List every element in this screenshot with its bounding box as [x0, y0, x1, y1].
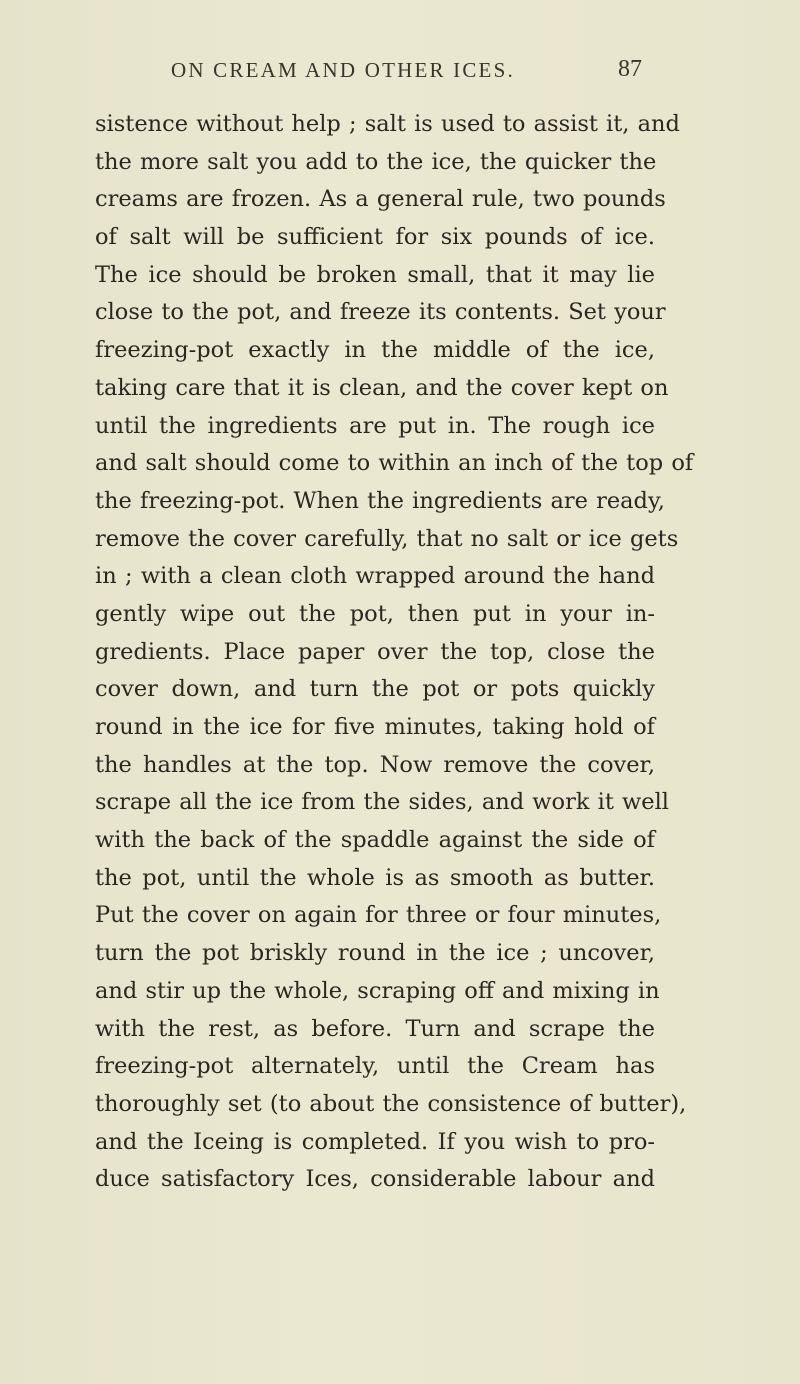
text-line: creams are frozen. As a general rule, two pounds	[95, 186, 666, 213]
running-header	[0, 58, 800, 92]
text-line: turn the pot briskly round in the ice ; uncover,	[95, 940, 655, 967]
text-line: gently wipe out the pot, then put in your in-	[95, 600, 655, 627]
text-line: and the Iceing is completed. If you wish to pro-	[95, 1128, 655, 1155]
text-line: the more salt you add to the ice, the quicker the	[95, 148, 657, 175]
text-line: cover down, and turn the pot or pots quickly	[95, 676, 655, 703]
text-line: with the rest, as before. Turn and scrape the	[95, 1015, 655, 1042]
text-line: until the ingredients are put in. The rough ice	[95, 412, 655, 439]
text-line: duce satisfactory Ices, considerable labour and	[95, 1166, 655, 1193]
text-line: taking care that it is clean, and the cover kept on	[95, 374, 669, 401]
text-line: freezing-pot exactly in the middle of the ice,	[95, 337, 655, 364]
text-line: scrape all the ice from the sides, and work it well	[95, 789, 670, 816]
text-line: sistence without help ; salt is used to assist it, and	[95, 111, 680, 137]
text-line: close to the pot, and freeze its contents. Set your	[95, 299, 666, 326]
text-line: The ice should be broken small, that it may lie	[95, 261, 655, 288]
text-line: Put the cover on again for three or four minutes,	[95, 902, 662, 929]
text-line: with the back of the spaddle against the side of	[95, 827, 655, 854]
text-line: gredients. Place paper over the top, close the	[95, 638, 655, 665]
text-line: round in the ice for five minutes, taking hold of	[95, 714, 655, 740]
text-line: remove the cover carefully, that no salt or ice gets	[95, 525, 679, 552]
text-line: of salt will be sufficient for six pounds of ice.	[95, 224, 655, 251]
text-line: and salt should come to within an inch of the top of	[95, 450, 694, 477]
text-line: and stir up the whole, scraping off and mixing in	[95, 977, 660, 1004]
text-line: freezing-pot alternately, until the Cream has	[95, 1053, 655, 1080]
body-paragraph	[95, 106, 694, 1199]
page-number: 87	[618, 56, 642, 82]
running-title: ON CREAM AND OTHER ICES.	[171, 58, 515, 82]
text-line: the handles at the top. Now remove the cover,	[95, 751, 655, 778]
text-line: the freezing-pot. When the ingredients are ready,	[95, 487, 665, 514]
text-line: the pot, until the whole is as smooth as butter.	[95, 864, 655, 891]
text-line: in ; with a clean cloth wrapped around the hand	[95, 563, 655, 590]
text-line: thoroughly set (to about the consistence of butter),	[95, 1090, 687, 1117]
